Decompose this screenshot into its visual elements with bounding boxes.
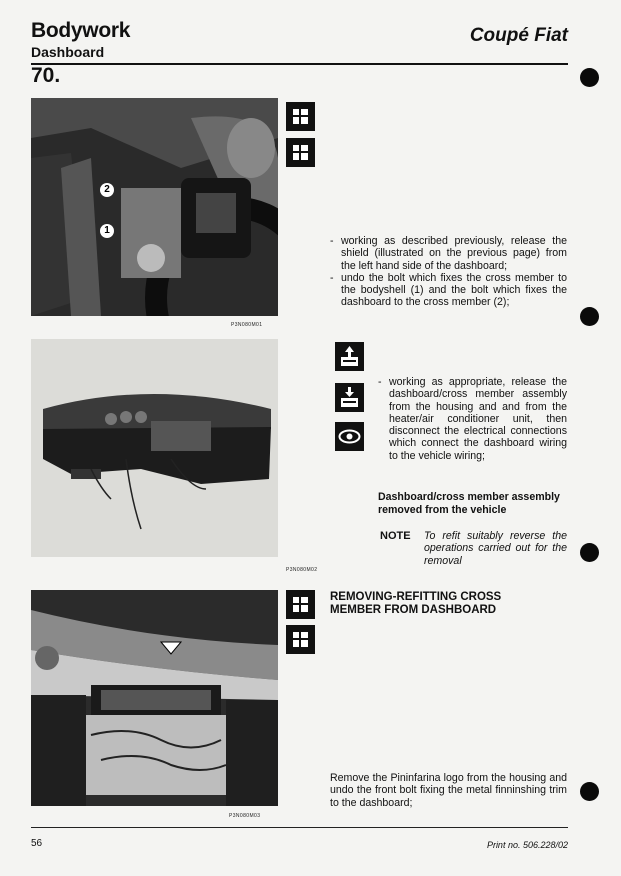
figure-1-photo (31, 98, 278, 316)
step-2-text (378, 376, 567, 462)
operation-icon (286, 590, 315, 619)
heading-line: MEMBER FROM DASHBOARD (330, 604, 497, 616)
result-statement: Dashboard/cross member assembly removed from the vehicle (378, 491, 560, 516)
page-code: 70. (31, 64, 61, 87)
note-label: NOTE (380, 530, 411, 542)
print-number: Print no. 506.228/02 (486, 840, 568, 850)
operation-icon (286, 625, 315, 654)
step-1-text (330, 235, 567, 309)
section-title: Bodywork (31, 19, 131, 42)
footer-rule (31, 827, 568, 828)
page-number: 56 (31, 838, 43, 849)
callout-1: 1 (100, 224, 114, 238)
binder-hole (580, 782, 599, 801)
figure-3-photo (31, 590, 278, 806)
header-rule (31, 63, 568, 65)
binder-hole (580, 68, 599, 87)
refit-up-icon (335, 342, 364, 371)
step-1-item: - working as described previously, release the shield (illustrated on the previous page) from the left hand side of the dashboard; (330, 235, 567, 272)
callout-2: 2 (100, 183, 114, 197)
step-1-item: - undo the bolt which fixes the cross member to the bodyshell (1) and the bolt which fixes the dashboard to the cross member (2); (330, 271, 567, 309)
remove-down-icon (335, 383, 364, 412)
figure-2-photo (31, 339, 278, 557)
section-subtitle: Dashboard (31, 44, 105, 60)
figure-3-caption: P3N080M03 (229, 813, 261, 819)
note-text: To refit suitably reverse the operations carried out for the removal (424, 530, 567, 567)
inspect-eye-icon (335, 422, 364, 451)
operation-icon (286, 138, 315, 167)
section-heading (330, 591, 567, 617)
binder-hole (580, 543, 599, 562)
binder-hole (580, 307, 599, 326)
step-2-item: - working as appropriate, release the dashboard/cross member assembly from the housing and and from the heater/air conditioner unit, then disconnect the electrical connections which connect the dashboard wiring to the vehicle wiring; (378, 376, 567, 462)
figure-2-caption: P3N080M02 (286, 567, 318, 573)
brand-name: Coupé Fiat (469, 25, 568, 46)
figure-1-caption: P3N080M01 (231, 322, 263, 328)
heading-line: REMOVING-REFITTING CROSS (330, 591, 502, 603)
section-body-text: Remove the Pininfarina logo from the housing and undo the front bolt fixing the metal finninshing trim to the dashboard; (330, 772, 567, 809)
operation-icon (286, 102, 315, 131)
